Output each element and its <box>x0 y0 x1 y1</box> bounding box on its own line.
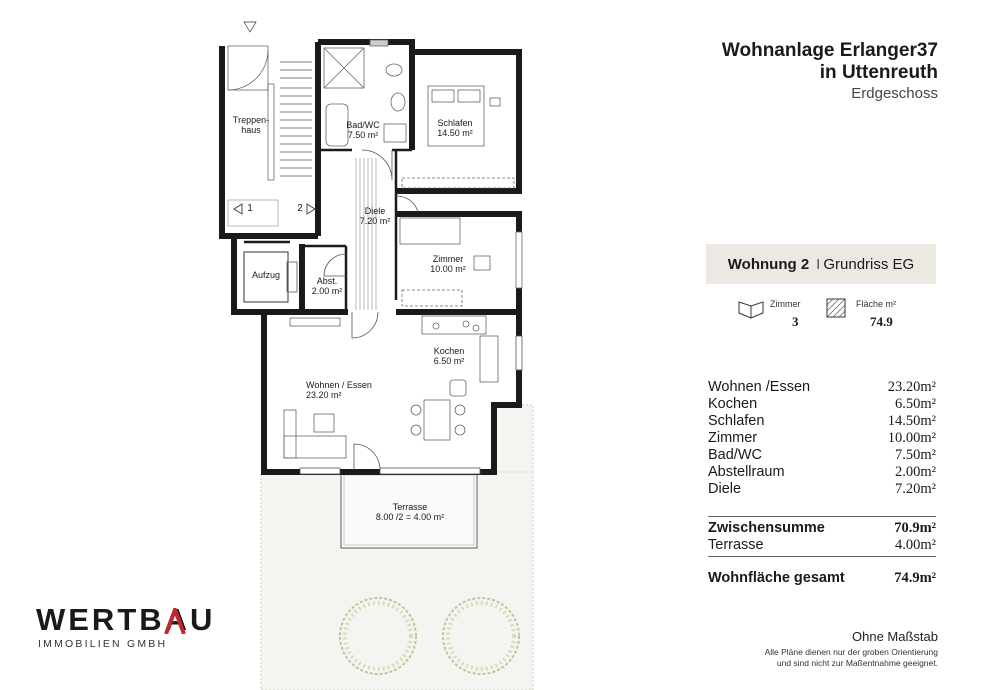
subtotal-row <box>708 520 936 537</box>
area-row-value: 2.00m² <box>894 464 936 480</box>
area-row-value: 7.50m² <box>894 447 936 463</box>
room-label-zimmer <box>420 254 476 274</box>
room-name: Schlafen <box>437 118 473 128</box>
room-area: 10.00 m² <box>430 264 466 274</box>
room-area: 23.20 m² <box>306 390 342 400</box>
room-label-treppenhaus <box>228 115 274 135</box>
area-row-value: 10.00m² <box>887 430 936 446</box>
hall-runner <box>356 158 376 310</box>
total-label: Wohnfläche gesamt <box>708 570 845 586</box>
entrance-label-1: 1 <box>247 203 253 214</box>
area-row-label: Abstellraum <box>708 464 785 480</box>
room-area: 6.50 m² <box>433 356 465 366</box>
area-row-abstellraum <box>708 464 936 481</box>
area-row-label: Diele <box>708 481 742 497</box>
unit-name: Wohnung 2 <box>727 255 810 273</box>
area-icon <box>824 296 848 320</box>
area-row-label: Zimmer <box>708 430 758 446</box>
room-label-aufzug <box>244 270 288 280</box>
rooms-label: Zimmer <box>770 299 801 309</box>
area-row-schlafen <box>708 413 936 430</box>
area-row-value: 14.50m² <box>887 413 936 429</box>
subtotal-value: 70.9m² <box>894 520 936 536</box>
room-area: 14.50 m² <box>437 128 473 138</box>
total-row <box>708 570 936 587</box>
logo-accent <box>164 608 186 634</box>
room-name-cont: haus <box>241 125 261 135</box>
area-row-diele <box>708 481 936 498</box>
room-name: Treppen- <box>232 115 270 125</box>
dining-table-icon <box>284 400 465 458</box>
area-row-kochen <box>708 396 936 413</box>
room-name: Diele <box>364 206 386 216</box>
room-area: 2.00 m² <box>311 286 343 296</box>
room-label-diele <box>350 206 400 226</box>
disclaimer-line2: und sind nicht zur Maßentnahme geeignet. <box>776 658 938 668</box>
scale-note: Ohne Maßstab <box>852 629 938 644</box>
area-row-label: Wohnen /Essen <box>708 379 811 395</box>
room-area: 7.50 m² <box>347 130 379 140</box>
rooms-icon <box>738 298 764 320</box>
logo-subtitle: IMMOBILIEN GMBH <box>38 638 168 650</box>
area-row-wohnen <box>708 379 936 396</box>
room-name: Kochen <box>433 346 465 356</box>
terrace-label: Terrasse <box>708 537 764 553</box>
terrace-row <box>708 537 936 554</box>
room-name: Aufzug <box>251 270 281 280</box>
unit-separator: I <box>816 255 821 273</box>
area-row-value: 7.20m² <box>894 481 936 497</box>
room-label-abst <box>306 276 348 296</box>
room-label-terrasse <box>360 502 460 522</box>
area-row-bad <box>708 447 936 464</box>
company-logo <box>36 602 215 638</box>
area-row-value: 6.50m² <box>894 396 936 412</box>
room-name: Terrasse <box>392 502 428 512</box>
room-area: 8.00 /2 = 4.00 m² <box>375 512 445 522</box>
terrace-value: 4.00m² <box>894 537 936 553</box>
room-name: Bad/WC <box>346 120 380 130</box>
rooms-value: 3 <box>792 314 799 329</box>
divider <box>708 556 936 557</box>
page-title-line2: in Uttenreuth <box>819 62 938 83</box>
logo-wordmark: WERTBAU <box>36 602 216 637</box>
divider <box>708 516 936 517</box>
total-value: 74.9m² <box>894 570 936 586</box>
floor-subtitle: Erdgeschoss <box>851 85 938 102</box>
room-name: Zimmer <box>432 254 464 264</box>
subtotal-label: Zwischensumme <box>708 520 825 536</box>
room-label-bad <box>338 120 388 140</box>
disclaimer-line1: Alle Pläne dienen nur der groben Orientierung <box>764 647 938 657</box>
area-row-zimmer <box>708 430 936 447</box>
area-value: 74.9 <box>870 314 893 329</box>
area-row-label: Kochen <box>708 396 758 412</box>
room-label-wohnen <box>306 380 386 400</box>
unit-plan-label: Grundriss EG <box>823 255 915 273</box>
room-area: 7.20 m² <box>359 216 391 226</box>
area-label: Fläche m² <box>856 299 897 309</box>
area-row-label: Schlafen <box>708 413 765 429</box>
room-name: Wohnen / Essen <box>306 380 372 390</box>
area-row-value: 23.20m² <box>887 379 936 395</box>
area-row-label: Bad/WC <box>708 447 762 463</box>
unit-header <box>706 244 936 284</box>
room-label-schlafen <box>430 118 480 138</box>
room-label-kochen <box>424 346 474 366</box>
room-name: Abst. <box>316 276 338 286</box>
page-title-line1: Wohnanlage Erlanger37 <box>721 40 938 61</box>
entrance-label-2: 2 <box>297 203 303 214</box>
